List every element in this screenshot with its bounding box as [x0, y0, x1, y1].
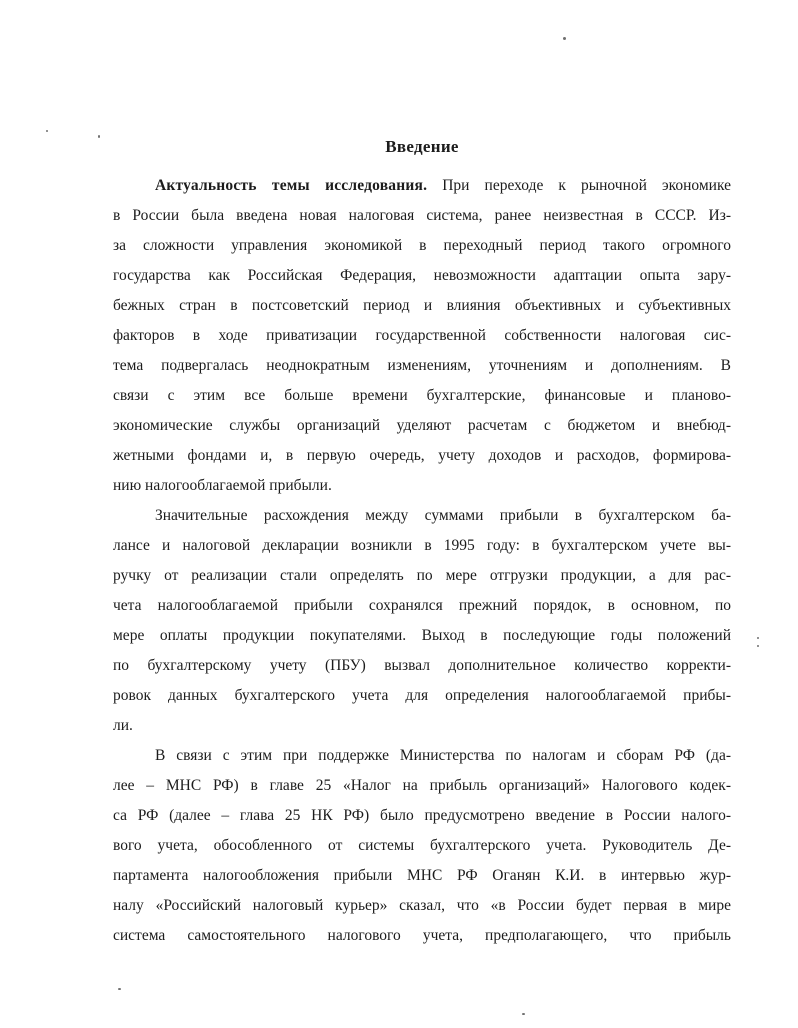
text-line: связи с этим все больше времени бухгалтерские, финансовые и планово-	[113, 387, 731, 404]
body-text	[113, 171, 731, 951]
text-line: ручку от реализации стали определять по мере отгрузки продукции, а для рас-	[113, 567, 731, 584]
scan-speck	[98, 135, 100, 138]
text-line: лансе и налоговой декларации возникли в 1995 году: в бухгалтерском учете вы-	[113, 537, 731, 554]
page-title: Введение	[385, 137, 459, 156]
text-line: по бухгалтерскому учету (ПБУ) вызвал дополнительное количество корректи-	[113, 657, 731, 674]
text-line: Актуальность темы исследования. При переходе к рыночной экономике	[155, 177, 731, 194]
scan-speck	[522, 1013, 525, 1015]
text-line: в России была введена новая налоговая система, ранее неизвестная в СССР. Из-	[113, 207, 731, 224]
text-line: нию налогооблагаемой прибыли.	[113, 477, 332, 494]
text-line: В связи с этим при поддержке Министерства по налогам и сборам РФ (да-	[155, 747, 731, 764]
text-line: за сложности управления экономикой в переходный период такого огромного	[113, 237, 731, 254]
text-line: государства как Российская Федерация, невозможности адаптации опыта зару-	[113, 267, 731, 284]
text-line: ровок данных бухгалтерского учета для определения налогооблагаемой прибы-	[113, 687, 731, 704]
paragraph	[113, 171, 731, 501]
text-line: вого учета, обособленного от системы бухгалтерского учета. Руководитель Де-	[113, 837, 731, 854]
text-line: Значительные расхождения между суммами прибыли в бухгалтерском ба-	[155, 507, 731, 524]
text-line: са РФ (далее – глава 25 НК РФ) было предусмотрено введение в России налого-	[113, 807, 731, 824]
scan-speck	[46, 130, 48, 132]
page-content	[113, 136, 731, 951]
text-line: экономические службы организаций уделяют расчетам с бюджетом и внебюд-	[113, 417, 731, 434]
scan-speck	[757, 645, 759, 647]
paragraph	[113, 501, 731, 741]
text-line: мере оплаты продукции покупателями. Выход в последующие годы положений	[113, 627, 731, 644]
paragraph	[113, 741, 731, 951]
text-line: система самостоятельного налогового учета, предполагающего, что прибыль	[113, 927, 731, 944]
scan-speck	[118, 988, 121, 990]
scan-speck	[757, 637, 759, 639]
text-line: факторов в ходе приватизации государственной собственности налоговая сис-	[113, 327, 731, 344]
text-line: бежных стран в постсоветский период и влияния объективных и субъективных	[113, 297, 731, 314]
text-line: налу «Российский налоговый курьер» сказал, что «в России будет первая в мире	[113, 897, 731, 914]
text-line: жетными фондами и, в первую очередь, учету доходов и расходов, формирова-	[113, 447, 731, 464]
text-line: партамента налогообложения прибыли МНС РФ Оганян К.И. в интервью жур-	[113, 867, 731, 884]
scan-speck	[563, 37, 566, 40]
text-line: лее – МНС РФ) в главе 25 «Налог на прибыль организаций» Налогового кодек-	[113, 777, 731, 794]
text-line: тема подвергалась неоднократным изменениям, уточнениям и дополнениям. В	[113, 357, 731, 374]
text-line: чета налогооблагаемой прибыли сохранялся прежний порядок, в основном, по	[113, 597, 731, 614]
paragraph-lead: Актуальность темы исследования.	[155, 177, 428, 194]
text-line: ли.	[113, 717, 133, 734]
